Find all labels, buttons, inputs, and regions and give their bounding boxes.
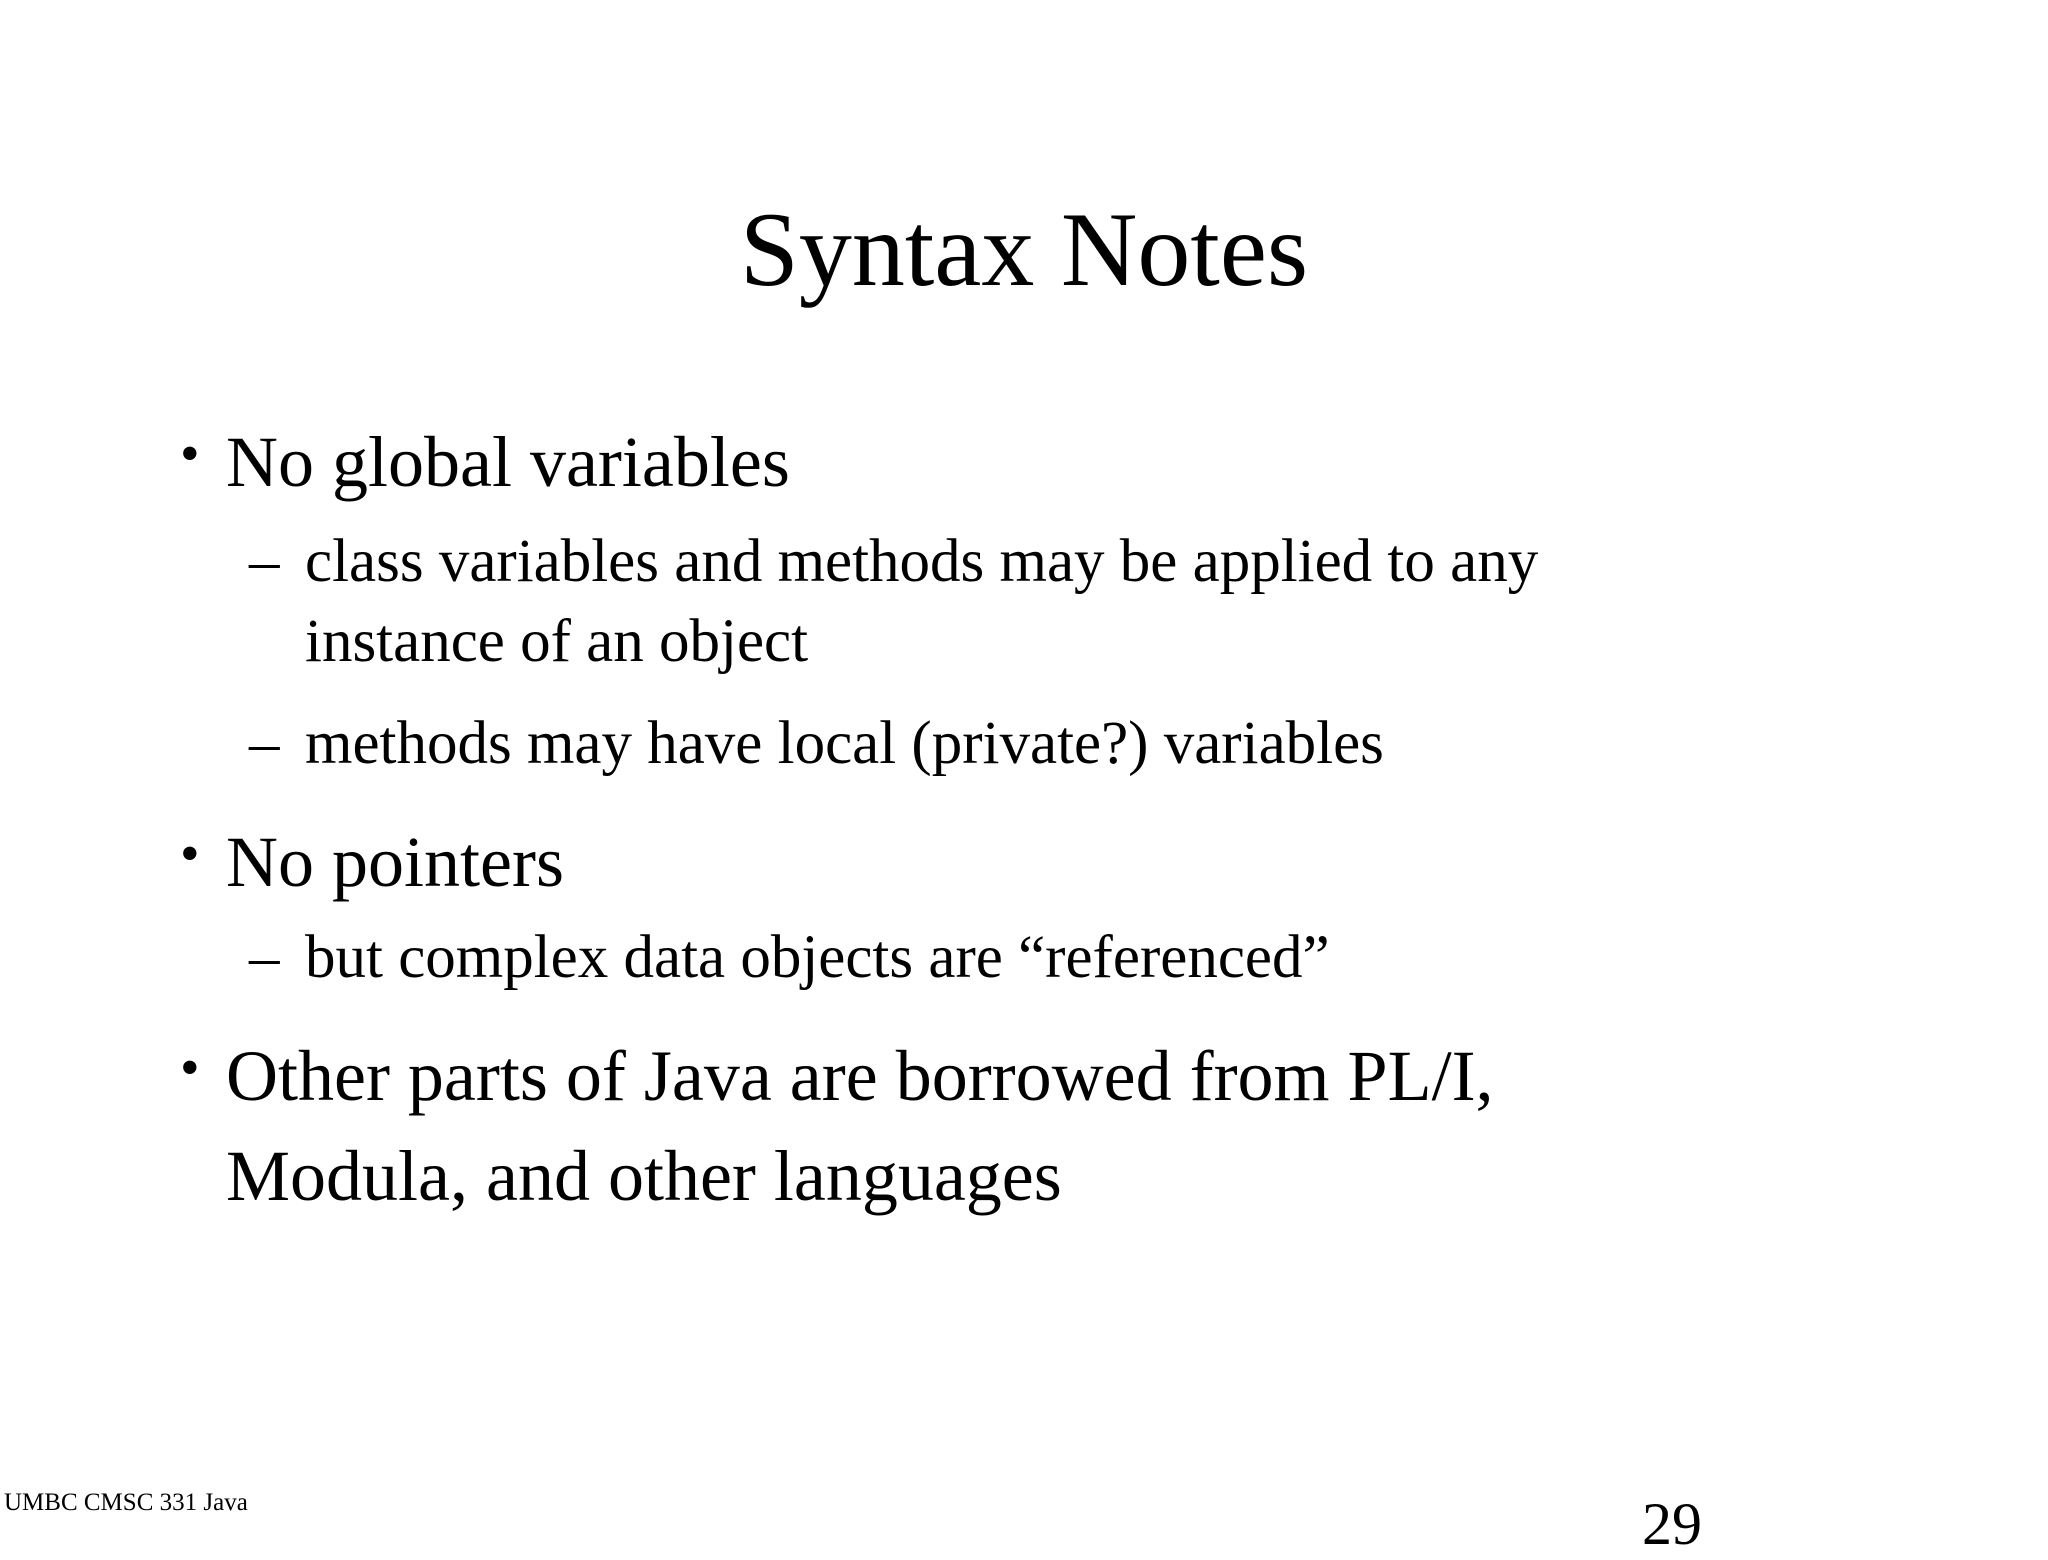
sub-bullet-text-line: methods may have local (private?) variables (305, 710, 1384, 777)
sub-bullet-marker: – (249, 710, 280, 777)
bullet-text-line: Modula, and other languages (226, 1136, 1062, 1216)
sub-bullet-item (249, 522, 1539, 682)
slide-title: Syntax Notes (739, 191, 1309, 308)
bullet-marker: • (180, 823, 200, 885)
sub-bullet-text-line: instance of an object (305, 608, 809, 675)
sub-bullet-marker: – (249, 528, 280, 595)
bullet-marker: • (180, 423, 200, 485)
sub-bullet-item (249, 918, 1330, 998)
sub-bullet-text-line: class variables and methods may be applied to any (305, 528, 1539, 595)
page-number: 29 (1642, 1491, 1702, 1557)
footer-course-label: UMBC CMSC 331 Java (4, 1489, 248, 1516)
bullet-item (180, 412, 790, 512)
bullet-item (180, 812, 564, 912)
sub-bullet-marker: – (249, 924, 280, 991)
bullet-item (180, 1026, 1494, 1226)
sub-bullet-item (249, 704, 1384, 784)
bullet-text-line: No pointers (226, 822, 564, 902)
bullet-text-line: No global variables (226, 422, 790, 502)
bullet-marker: • (180, 1037, 200, 1099)
bullet-text-line: Other parts of Java are borrowed from PL/I, (226, 1036, 1494, 1116)
sub-bullet-text-line: but complex data objects are “referenced” (305, 924, 1330, 991)
